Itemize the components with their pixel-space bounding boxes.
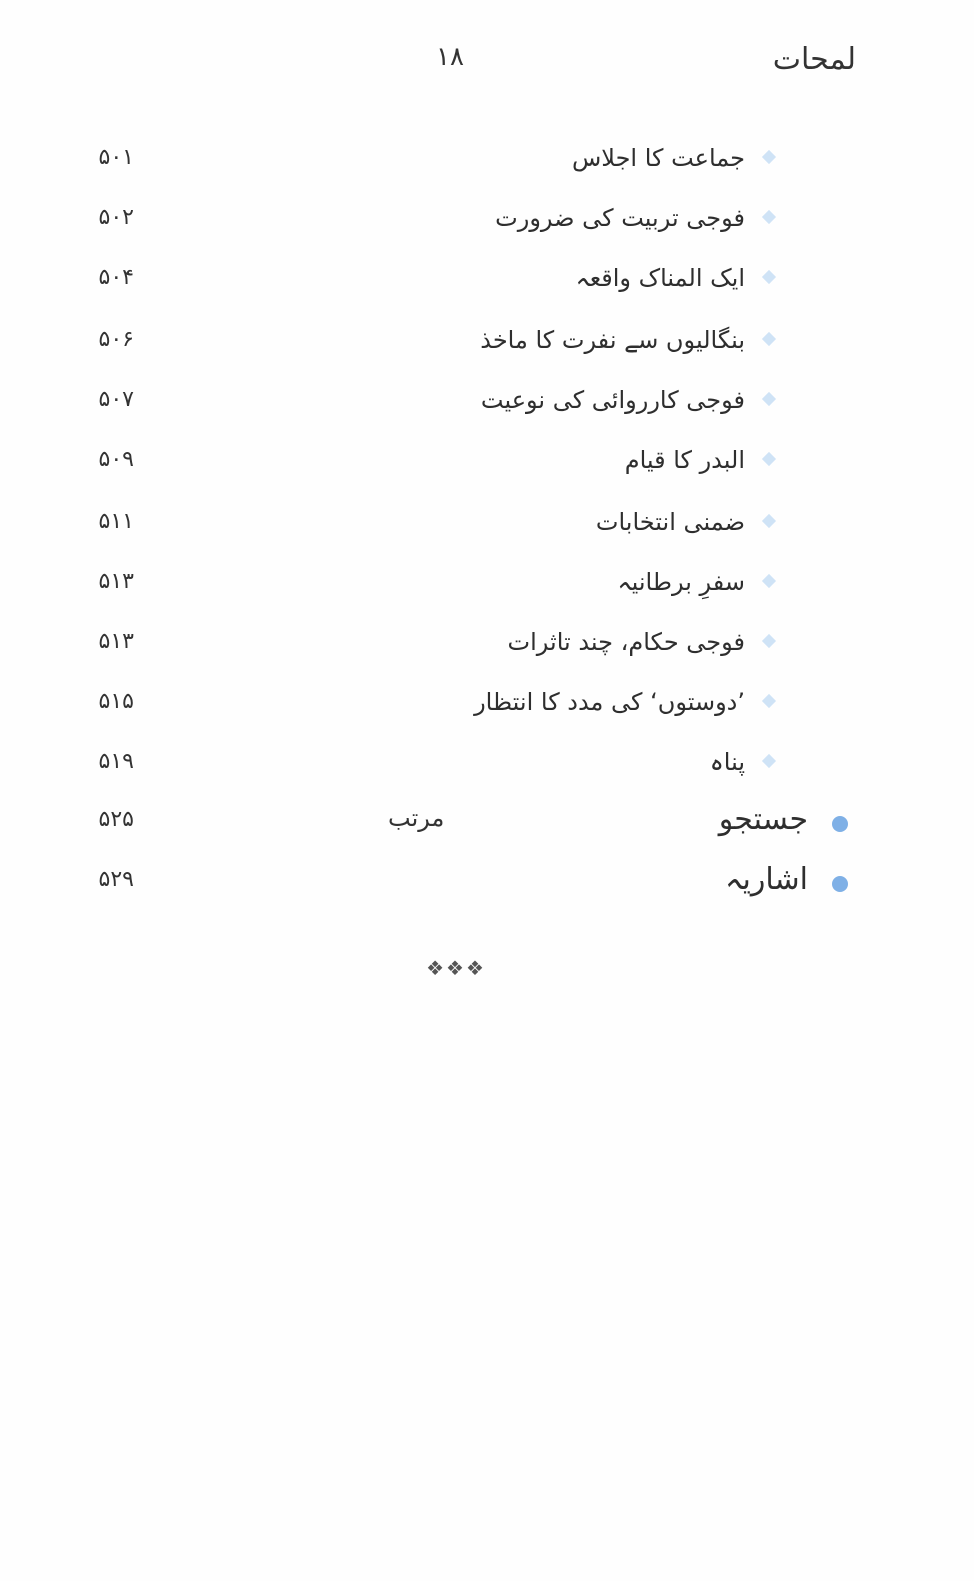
toc-main-entry-title: اشاریہ — [724, 862, 808, 897]
toc-entry-title: فوجی حکام، چند تاثرات — [507, 628, 745, 656]
diamond-bullet-icon — [762, 574, 776, 588]
toc-entry-page: ۵۰۷ — [98, 387, 134, 412]
toc-entry-author: مرتب — [388, 804, 445, 832]
toc-main-entry — [60, 860, 860, 910]
diamond-bullet-icon — [762, 392, 776, 406]
toc-entry-title: فوجی کارروائی کی نوعیت — [480, 386, 745, 414]
toc-entry-title: ضمنی انتخابات — [595, 508, 745, 536]
toc-entry-title: البدر کا قیام — [624, 446, 745, 474]
toc-entry — [60, 562, 860, 612]
toc-entry-page: ۵۰۱ — [98, 145, 134, 170]
toc-entry-title: بنگالیوں سے نفرت کا ماخذ — [480, 326, 745, 354]
diamond-bullet-icon — [762, 150, 776, 164]
toc-entry — [60, 138, 860, 188]
toc-entry-title: جماعت کا اجلاس — [571, 144, 745, 172]
toc-entry-page: ۵۰۲ — [98, 205, 134, 230]
diamond-bullet-icon — [762, 754, 776, 768]
section-end-ornament-icon: ❖❖❖ — [426, 956, 486, 980]
diamond-bullet-icon — [762, 634, 776, 648]
circle-bullet-icon — [832, 816, 848, 832]
diamond-bullet-icon — [762, 514, 776, 528]
circle-bullet-icon — [832, 876, 848, 892]
toc-entry — [60, 380, 860, 430]
diamond-bullet-icon — [762, 210, 776, 224]
toc-entry-title: فوجی تربیت کی ضرورت — [495, 204, 745, 232]
toc-entry-page: ۵۲۹ — [98, 867, 134, 892]
toc-entry-page: ۵۱۱ — [98, 509, 134, 534]
toc-entry-page: ۵۰۶ — [98, 327, 134, 352]
toc-main-entry-title: جستجو — [718, 802, 808, 837]
toc-entry-title: پناہ — [709, 748, 745, 776]
running-header-title: لمحات — [772, 42, 856, 77]
toc-entry-page: ۵۰۴ — [98, 265, 134, 290]
toc-entry-page: ۵۲۵ — [98, 807, 134, 832]
toc-entry-page: ۵۱۹ — [98, 749, 134, 774]
toc-entry-title: ’دوستوں‘ کی مدد کا انتظار — [474, 688, 745, 716]
toc-entry — [60, 742, 860, 792]
diamond-bullet-icon — [762, 694, 776, 708]
toc-entry — [60, 502, 860, 552]
page-number: ۱۸ — [436, 42, 464, 72]
toc-entry-page: ۵۱۳ — [98, 629, 134, 654]
toc-entry — [60, 622, 860, 672]
toc-entry-page: ۵۱۵ — [98, 689, 134, 714]
toc-entry — [60, 440, 860, 490]
toc-entry — [60, 198, 860, 248]
diamond-bullet-icon — [762, 270, 776, 284]
toc-entry-title: سفرِ برطانیہ — [617, 568, 745, 596]
diamond-bullet-icon — [762, 332, 776, 346]
toc-entry-page: ۵۱۳ — [98, 569, 134, 594]
diamond-bullet-icon — [762, 452, 776, 466]
toc-entry-page: ۵۰۹ — [98, 447, 134, 472]
toc-entry — [60, 320, 860, 370]
toc-entry-title: ایک المناک واقعہ — [575, 264, 745, 292]
toc-entry — [60, 682, 860, 732]
toc-main-entry — [60, 800, 860, 850]
toc-entry — [60, 258, 860, 308]
